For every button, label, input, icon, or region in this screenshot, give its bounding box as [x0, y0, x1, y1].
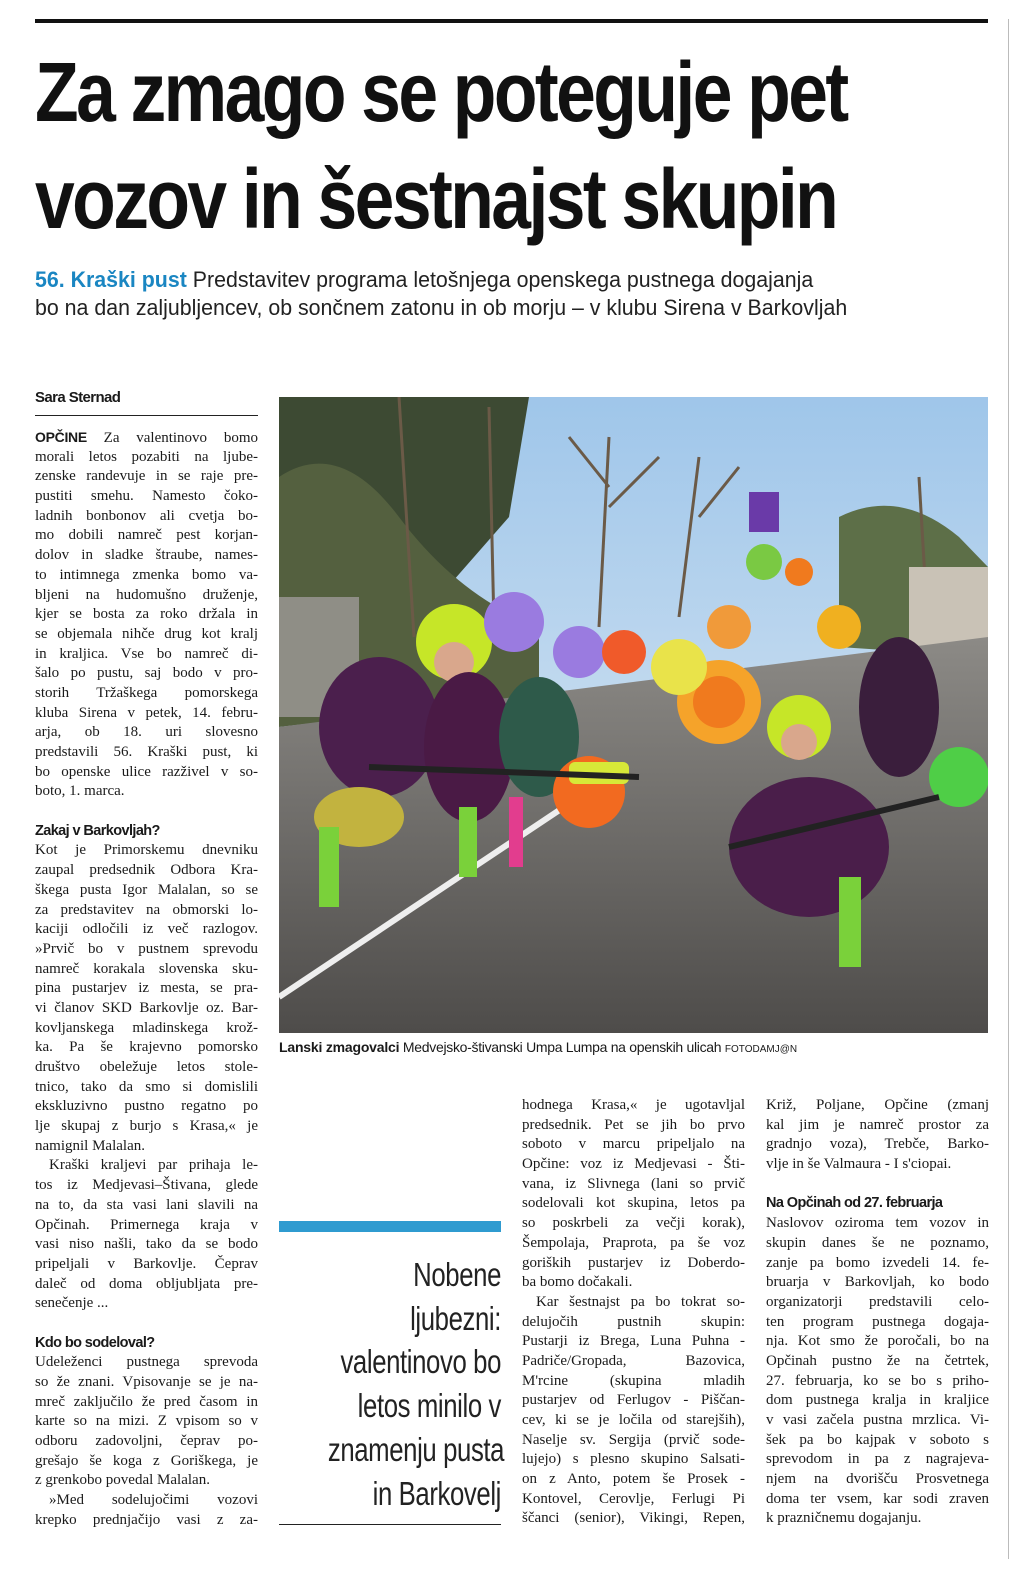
text-line: vi članov SKD Barkovlje oz. Bar-	[35, 999, 258, 1016]
text-line: Križ, Poljane, Opčine (zmanj	[766, 1097, 989, 1113]
text-line: za predstavitev na obmorski lo-	[35, 901, 258, 918]
article-column-1	[35, 428, 258, 1531]
subtitle-line-1	[35, 266, 813, 294]
text-line: kjer se bosta za roko držala in	[35, 606, 258, 623]
quote-line: valentinovo bo	[340, 1343, 501, 1381]
text-line: pripeljali v Barkovlje. Čeprav	[35, 1255, 258, 1272]
dateline: OPČINE	[35, 429, 87, 445]
section-heading: Na Opčinah od 27. februarja	[766, 1195, 943, 1212]
text-line: M'rcine (skupina mladih	[522, 1372, 745, 1389]
text-line: »Med sodelujočimi vozovi	[49, 1492, 258, 1509]
text-line: karte so na mizi. Z vpisom so v	[35, 1413, 258, 1430]
text-line: organizatorji predstavili celo-	[766, 1293, 989, 1310]
pull-quote-bar	[279, 1221, 501, 1232]
text-line: Pustarji iz Brega, Luna Puhna -	[522, 1333, 745, 1350]
text-line: krepko prednjačijo vasi z za-	[35, 1511, 258, 1528]
text-line: njem na dvorišču Prosvetnega	[766, 1471, 989, 1488]
text-line: sprevodom in pa z nagrajeva-	[766, 1451, 989, 1468]
text-line: v vasi začela pustna mrzlica. Vi-	[766, 1412, 989, 1428]
text-line: mo dobili namreč pest korjan-	[35, 527, 258, 544]
section-heading: Kdo bo sodeloval?	[35, 1334, 155, 1351]
article-column-3	[522, 1096, 745, 1529]
text-line: Padriče/Gropada, Bazovica,	[522, 1352, 745, 1369]
text-line: kovljanskega mladinskega krož-	[35, 1019, 258, 1036]
text-line: tos iz Medjevasi–Štivana, glede	[35, 1177, 258, 1194]
byline-rule	[35, 415, 258, 416]
text-line: Naselje sv. Sergija (prvič sode-	[522, 1431, 745, 1448]
text-line: škega pusta Igor Malalan, so se	[35, 881, 258, 898]
text-line: zanje pa bomo izvedeli 14. fe-	[766, 1254, 989, 1271]
text-line: Kontovel, Cerovlje, Ferlugi Pi	[522, 1490, 745, 1507]
text-line: lujejo) s plesno skupino Salsati-	[522, 1451, 745, 1468]
text-line: namreč korakala slovenska sku-	[35, 960, 258, 977]
text-line: hodnega Krasa,« je ugotavljal	[522, 1097, 745, 1113]
text-line: Kar šestnajst pa bo tokrat so-	[536, 1293, 745, 1310]
text-line: so poskrbeli za večji korak),	[522, 1215, 745, 1232]
text-line: z grenkobo povedal Malalan.	[35, 1472, 210, 1489]
text-line: ščanci (senior), Vikingi, Repen,	[522, 1510, 745, 1527]
text-line: morali letos pozabiti na ljube-	[35, 448, 258, 465]
text-line: in kraljica. Vse bo namreč di-	[35, 645, 258, 662]
spacer	[35, 1314, 258, 1334]
text-line: Kot je Primorskemu dnevniku	[35, 842, 258, 859]
text-line: boto, 1. marca.	[35, 783, 125, 800]
quote-line: znamenju pusta	[327, 1430, 505, 1468]
text-line: senečenje ...	[35, 1295, 109, 1312]
text-line: zaupal predsednik Odbora Kra-	[35, 862, 258, 879]
spacer	[766, 1175, 989, 1195]
text-line: doma ter vsem, kar sodi zraven	[766, 1490, 989, 1507]
subtitle-text-1: Predstavitev programa letošnjega openskega pustnega dogajanja	[186, 267, 814, 292]
text-line: šalo po pustu, saj bodo v pro-	[35, 665, 258, 682]
text-line: on z Anto, potem še Prosek -	[522, 1471, 745, 1488]
article-column-4	[766, 1096, 989, 1529]
text-line: storih Tržaškega pomorskega	[35, 684, 258, 701]
text-line: bo openske ulice razživel v so-	[35, 763, 258, 780]
text-line: k prazničnemu dogajanju.	[766, 1510, 922, 1527]
text-line: Kraški kraljevi par prihaja le-	[49, 1157, 258, 1174]
text-line: lje skupaj z burjo s Krasa,« je	[35, 1118, 258, 1135]
text-line: se objemala nihče drug kot kralj	[35, 625, 258, 642]
text-line: kal jim je namreč prostor za	[766, 1116, 989, 1133]
text-line: namignil Malalan.	[35, 1137, 145, 1154]
quote-line: ljubezni:	[410, 1299, 501, 1337]
text-line: pustarjev od Ferlugov - Piščan-	[522, 1392, 745, 1409]
text-line: so že znani. Vpisovanje se je na-	[35, 1374, 258, 1390]
caption-text: Medvejsko-štivanski Umpa Lumpa na openskih ulicah	[399, 1039, 725, 1055]
text-line: ka. Pa še krajevno pomorsko	[35, 1039, 258, 1056]
text-line: ekskluzivno pustno regatno po	[35, 1098, 258, 1115]
text-line: dolov in sladke štraube, names-	[35, 547, 258, 564]
text-line: sodelovali kot skupina, letos pa	[522, 1195, 745, 1212]
quote-line: in Barkovelj	[372, 1474, 501, 1512]
text-line: to intimnega zmenka bomo va-	[35, 566, 258, 583]
text-line: kluba Sirena v petek, 14. febru-	[35, 704, 258, 721]
text-line: na to, da sta vasi lani slavili na	[35, 1196, 258, 1213]
text-line: goriških pustarjev iz Doberdo-	[522, 1254, 745, 1271]
text-line-rest: Za valentinovo bomo	[103, 430, 258, 446]
headline-line-2: vozov in šestnajst skupin	[35, 152, 837, 246]
text-line: arja, ob 18. uri slovesno	[35, 724, 258, 741]
pull-quote	[279, 1253, 505, 1515]
text-line: odboru zadovoljni, čeprav po-	[35, 1433, 258, 1450]
text-line: društvo obeležuje letos stole-	[35, 1059, 258, 1075]
text-line: pustiti smehu. Namesto čoko-	[35, 488, 258, 505]
text-line: vasi niso našli, tako da se bodo	[35, 1236, 258, 1253]
headline-line-1: Za zmago se poteguje pet	[35, 45, 847, 139]
caption-bold: Lanski zmagovalci	[279, 1039, 400, 1055]
text-line: Opčinah pustno že na četrtek,	[766, 1352, 989, 1369]
text-line	[35, 428, 258, 448]
text-line: kaciji odločili iz več razlogov.	[35, 921, 258, 938]
text-line: predsednik. Pet se jih bo prvo	[522, 1116, 745, 1133]
quote-line: Nobene	[413, 1256, 501, 1293]
byline: Sara Sternad	[35, 389, 121, 406]
text-line: ten program pustnega dogaja-	[766, 1313, 989, 1330]
subtitle-line-2: bo na dan zaljubljencev, ob sončnem zatonu in ob morju – v klubu Sirena v Barkovljah	[35, 295, 848, 320]
text-line: pina pustarjev iz mesta, se pra-	[35, 980, 258, 997]
text-line: Opčinah. Primernega kraja v	[35, 1216, 258, 1233]
text-line: predstavili 56. Kraški pust, ki	[35, 744, 258, 760]
text-line: Opčine: voz iz Medjevasi - Šti-	[522, 1156, 745, 1173]
text-line: šek pa bo kajpak v soboto s	[766, 1431, 989, 1448]
text-line: soboto v marcu pripeljalo na	[522, 1136, 745, 1153]
spacer	[35, 802, 258, 822]
text-line: gradnjo voza), Trebče, Barko-	[766, 1136, 989, 1153]
text-line: bljeni na hudomušno druženje,	[35, 586, 258, 603]
text-line: vana, iz Slivnega (lani so prvič	[522, 1175, 745, 1192]
subtitle-kicker: 56. Kraški pust	[35, 267, 187, 292]
text-line: 27. februarja, ko se bo s priho-	[766, 1372, 989, 1389]
pull-quote-rule	[279, 1524, 501, 1525]
text-line: grešajo še koga z Goriškega, je	[35, 1452, 258, 1469]
text-line: nja. Kot smo že poročali, bo na	[766, 1333, 989, 1350]
text-line: mreč zaključilo že pred časom in	[35, 1393, 258, 1410]
section-heading: Zakaj v Barkovljah?	[35, 822, 160, 839]
text-line: dom pustnega kralja in kraljice	[766, 1392, 989, 1409]
photo-caption	[279, 1039, 797, 1055]
carnival-photo	[279, 397, 988, 1033]
text-line: Udeleženci pustnega sprevoda	[35, 1354, 258, 1371]
text-line: skupin danes še ne poznamo,	[766, 1234, 989, 1251]
text-line: Šempolaja, Praprota, pa še voz	[522, 1234, 745, 1251]
top-rule	[35, 19, 988, 23]
page-edge-rule	[1008, 19, 1009, 1559]
text-line: Naslovov oziroma tem vozov in	[766, 1215, 989, 1232]
text-line: cev, ki se je ločila od starejših),	[522, 1412, 745, 1428]
photo-credit: FOTODAMJ@N	[724, 1044, 798, 1055]
quote-line: letos minilo v	[357, 1387, 501, 1425]
text-line: daleč od doma obljubljata pre-	[35, 1275, 258, 1292]
text-line: bruarja v Barkovljah, ko bodo	[766, 1274, 989, 1291]
text-line: ladnih bonbonov ali cvetja bo-	[35, 507, 258, 524]
text-line: vlje in še Valmaura - I s'ciopai.	[766, 1156, 952, 1173]
text-line: delujočih pustnih skupin:	[522, 1313, 745, 1330]
text-line: zenske randevuje in se raje pre-	[35, 468, 258, 485]
text-line: »Prvič bo v pustnem sprevodu	[35, 940, 258, 957]
text-line: ba bomo dočakali.	[522, 1274, 633, 1291]
text-line: tnico, tako da smo si domislili	[35, 1078, 258, 1095]
